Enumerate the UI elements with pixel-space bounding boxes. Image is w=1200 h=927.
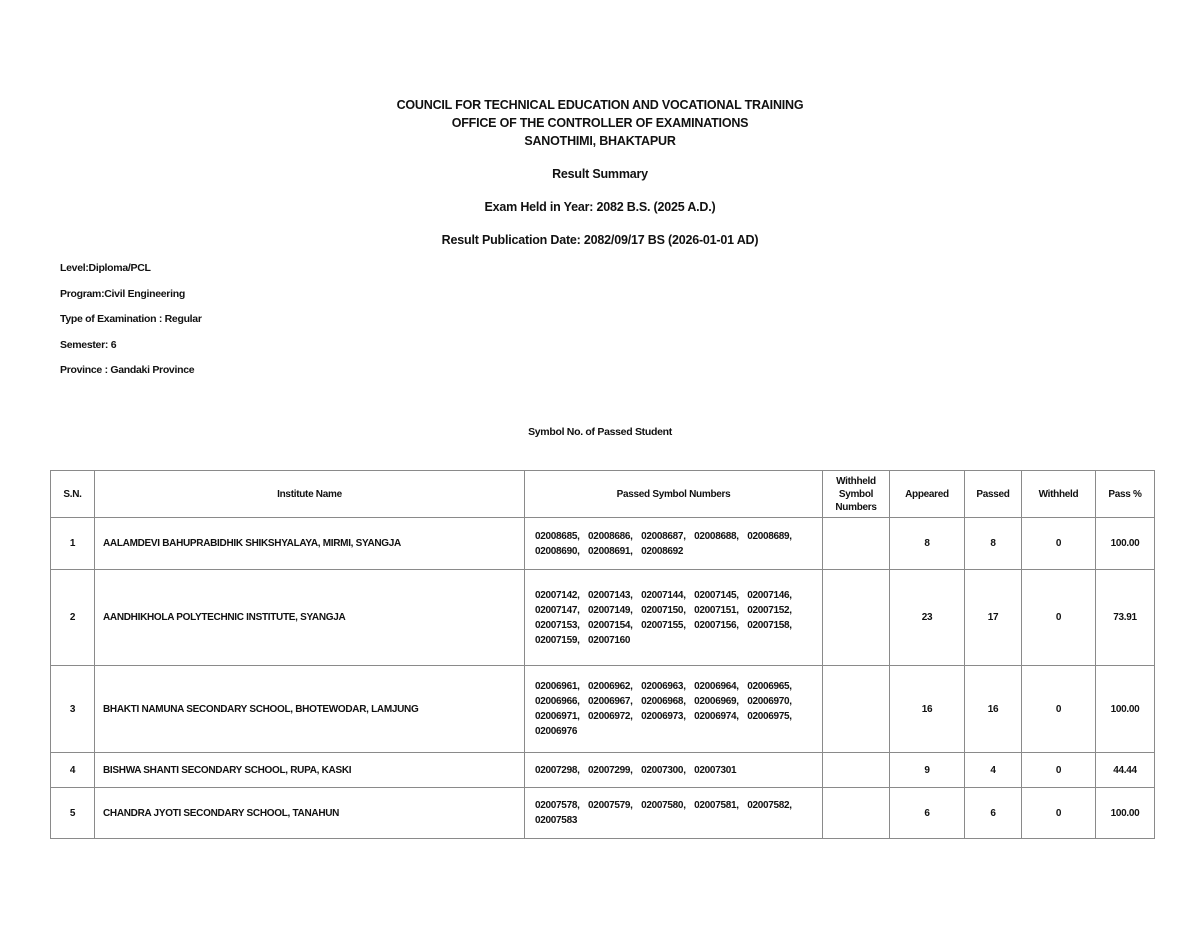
col-header-institute: Institute Name: [95, 471, 525, 518]
exam-type-label: Type of Examination : Regular: [60, 313, 202, 326]
council-title: COUNCIL FOR TECHNICAL EDUCATION AND VOCATIONAL TRAINING: [396, 98, 804, 112]
cell-institute: CHANDRA JYOTI SECONDARY SCHOOL, TANAHUN: [95, 788, 525, 839]
office-location: SANOTHIMI, BHAKTAPUR: [524, 134, 676, 148]
table-row: [51, 666, 1155, 753]
semester-label: Semester: 6: [60, 338, 117, 351]
cell-sn: 3: [51, 666, 95, 753]
cell-passed-symbols: 02007298, 02007299, 02007300, 02007301: [525, 753, 823, 788]
cell-appeared: 8: [890, 518, 965, 570]
col-header-passed-symbols: Passed Symbol Numbers: [525, 471, 823, 518]
col-header-appeared: Appeared: [890, 471, 965, 518]
exam-meta: [60, 261, 202, 389]
table-row: [51, 570, 1155, 666]
cell-withheld: 0: [1022, 753, 1096, 788]
col-header-pass-pct: Pass %: [1096, 471, 1155, 518]
province-label: Province : Gandaki Province: [60, 364, 195, 377]
cell-pass-pct: 100.00: [1096, 518, 1155, 570]
cell-passed-symbols: 02007142, 02007143, 02007144, 02007145, 02007146, 02007147, 02007149, 02007150, 02007151, 02007152, 02007153, 02007154, 02007155, 02007156, 02007158, 02007159, 02007160: [525, 570, 823, 666]
result-table: [50, 470, 1155, 839]
cell-withheld: 0: [1022, 666, 1096, 753]
cell-appeared: 9: [890, 753, 965, 788]
cell-pass-pct: 44.44: [1096, 753, 1155, 788]
cell-appeared: 16: [890, 666, 965, 753]
cell-withheld: 0: [1022, 788, 1096, 839]
cell-passed: 4: [965, 753, 1022, 788]
table-caption: Symbol No. of Passed Student: [528, 426, 672, 438]
cell-passed: 6: [965, 788, 1022, 839]
cell-institute: BISHWA SHANTI SECONDARY SCHOOL, RUPA, KASKI: [95, 753, 525, 788]
table-row: [51, 788, 1155, 839]
cell-pass-pct: 100.00: [1096, 666, 1155, 753]
cell-passed-symbols: 02008685, 02008686, 02008687, 02008688, 02008689, 02008690, 02008691, 02008692: [525, 518, 823, 570]
cell-withheld: 0: [1022, 570, 1096, 666]
cell-withheld-symbols: [823, 753, 890, 788]
cell-withheld-symbols: [823, 518, 890, 570]
col-header-withheld-symbols: Withheld Symbol Numbers: [823, 471, 890, 518]
table-row: [51, 518, 1155, 570]
cell-withheld-symbols: [823, 666, 890, 753]
cell-withheld: 0: [1022, 518, 1096, 570]
cell-sn: 4: [51, 753, 95, 788]
cell-passed-symbols: 02007578, 02007579, 02007580, 02007581, 02007582, 02007583: [525, 788, 823, 839]
cell-appeared: 23: [890, 570, 965, 666]
cell-pass-pct: 100.00: [1096, 788, 1155, 839]
cell-appeared: 6: [890, 788, 965, 839]
cell-sn: 5: [51, 788, 95, 839]
cell-passed: 8: [965, 518, 1022, 570]
cell-passed-symbols: 02006961, 02006962, 02006963, 02006964, 02006965, 02006966, 02006967, 02006968, 02006969, 02006970, 02006971, 02006972, 02006973, 02006974, 02006975, 02006976: [525, 666, 823, 753]
cell-sn: 1: [51, 518, 95, 570]
exam-year: Exam Held in Year: 2082 B.S. (2025 A.D.): [484, 200, 716, 214]
publication-date: Result Publication Date: 2082/09/17 BS (2026-01-01 AD): [441, 233, 759, 247]
cell-withheld-symbols: [823, 788, 890, 839]
table-header-row: [51, 471, 1155, 518]
result-summary-title: Result Summary: [552, 167, 648, 181]
cell-passed: 17: [965, 570, 1022, 666]
col-header-withheld: Withheld: [1022, 471, 1096, 518]
cell-institute: AALAMDEVI BAHUPRABIDHIK SHIKSHYALAYA, MIRMI, SYANGJA: [95, 518, 525, 570]
cell-institute: AANDHIKHOLA POLYTECHNIC INSTITUTE, SYANGJA: [95, 570, 525, 666]
office-title: OFFICE OF THE CONTROLLER OF EXAMINATIONS: [451, 116, 749, 130]
col-header-sn: S.N.: [51, 471, 95, 518]
cell-passed: 16: [965, 666, 1022, 753]
program-label: Program:Civil Engineering: [60, 287, 185, 300]
col-header-passed: Passed: [965, 471, 1022, 518]
cell-institute: BHAKTI NAMUNA SECONDARY SCHOOL, BHOTEWODAR, LAMJUNG: [95, 666, 525, 753]
table-row: [51, 753, 1155, 788]
level-label: Level:Diploma/PCL: [60, 262, 151, 274]
document-header: [0, 96, 1200, 249]
cell-withheld-symbols: [823, 570, 890, 666]
cell-sn: 2: [51, 570, 95, 666]
cell-pass-pct: 73.91: [1096, 570, 1155, 666]
